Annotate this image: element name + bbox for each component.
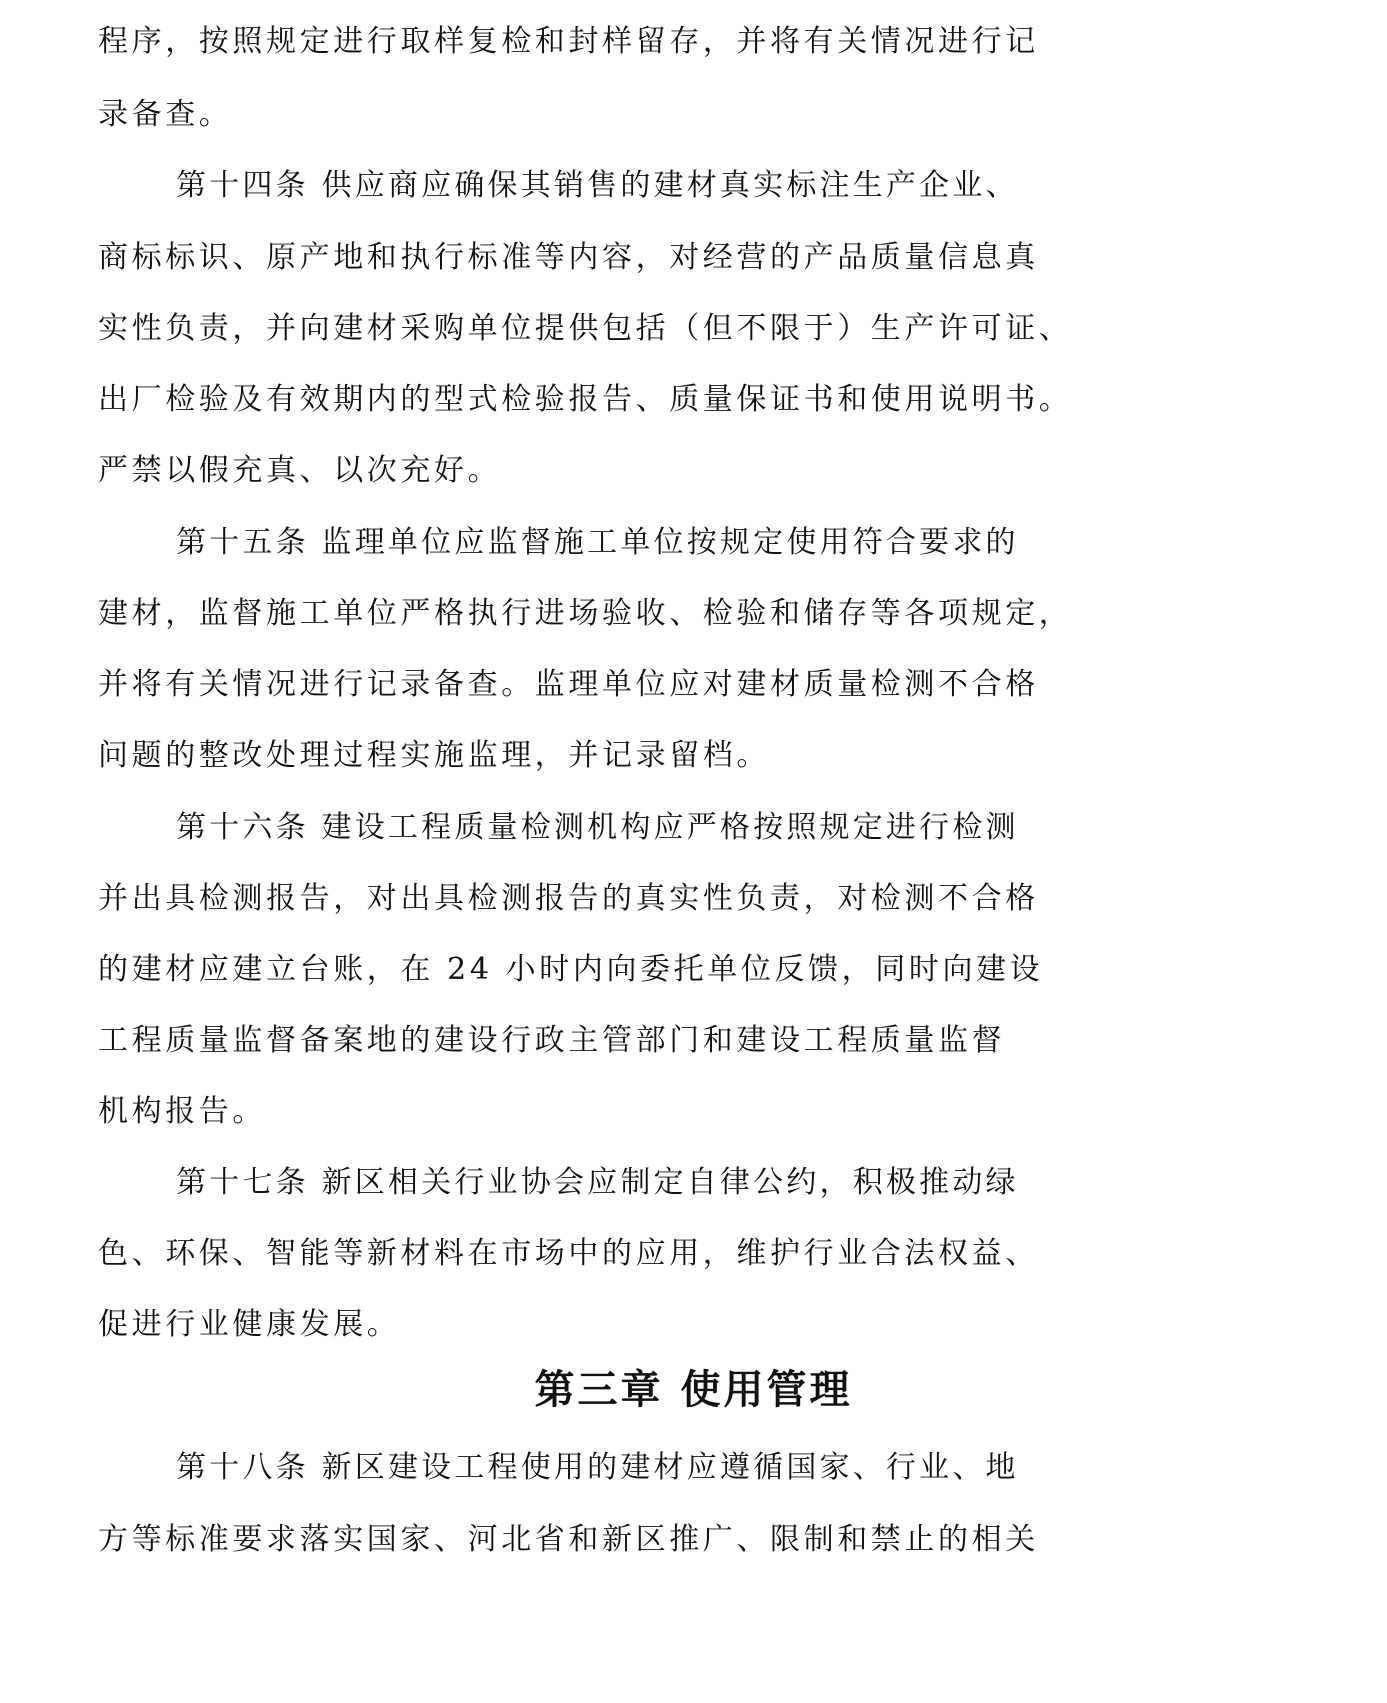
article-16-line: 第十六条 建设工程质量检测机构应严格按照规定进行检测: [176, 810, 1019, 845]
text-line: 促进行业健康发展。: [98, 1307, 401, 1342]
text-line: 出厂检验及有效期内的型式检验报告、质量保证书和使用说明书。: [98, 382, 1073, 417]
text-line: 建材，监督施工单位严格执行进场验收、检验和储存等各项规定，: [98, 596, 1073, 631]
text-line: 商标标识、原产地和执行标准等内容，对经营的产品质量信息真: [98, 240, 1039, 275]
text-line: 问题的整改处理过程实施监理，并记录留档。: [98, 738, 770, 773]
text-line: 并出具检测报告，对出具检测报告的真实性负责，对检测不合格: [98, 881, 1039, 916]
article-17-line: 第十七条 新区相关行业协会应制定自律公约，积极推动绿: [176, 1165, 1019, 1200]
text-line: 方等标准要求落实国家、河北省和新区推广、限制和禁止的相关: [98, 1522, 1039, 1557]
text-line: 实性负责，并向建材采购单位提供包括（但不限于）生产许可证、: [98, 311, 1073, 346]
text-line: 录备查。: [98, 97, 233, 132]
text-line: 机构报告。: [98, 1094, 266, 1129]
text-line: 并将有关情况进行记录备查。监理单位应对建材质量检测不合格: [98, 667, 1039, 702]
article-14-line: 第十四条 供应商应确保其销售的建材真实标注生产企业、: [176, 168, 1019, 203]
chapter-heading: 第三章 使用管理: [534, 1367, 853, 1413]
text-line: 的建材应建立台账，在 24 小时内向委托单位反馈，同时向建设: [98, 952, 1044, 987]
article-15-line: 第十五条 监理单位应监督施工单位按规定使用符合要求的: [176, 525, 1019, 560]
text-line: 工程质量监督备案地的建设行政主管部门和建设工程质量监督: [98, 1023, 1006, 1058]
article-18-line: 第十八条 新区建设工程使用的建材应遵循国家、行业、地: [176, 1450, 1019, 1485]
text-line: 程序，按照规定进行取样复检和封样留存，并将有关情况进行记: [98, 24, 1039, 59]
text-line: 色、环保、智能等新材料在市场中的应用，维护行业合法权益、: [98, 1236, 1039, 1271]
text-line: 严禁以假充真、以次充好。: [98, 453, 502, 488]
